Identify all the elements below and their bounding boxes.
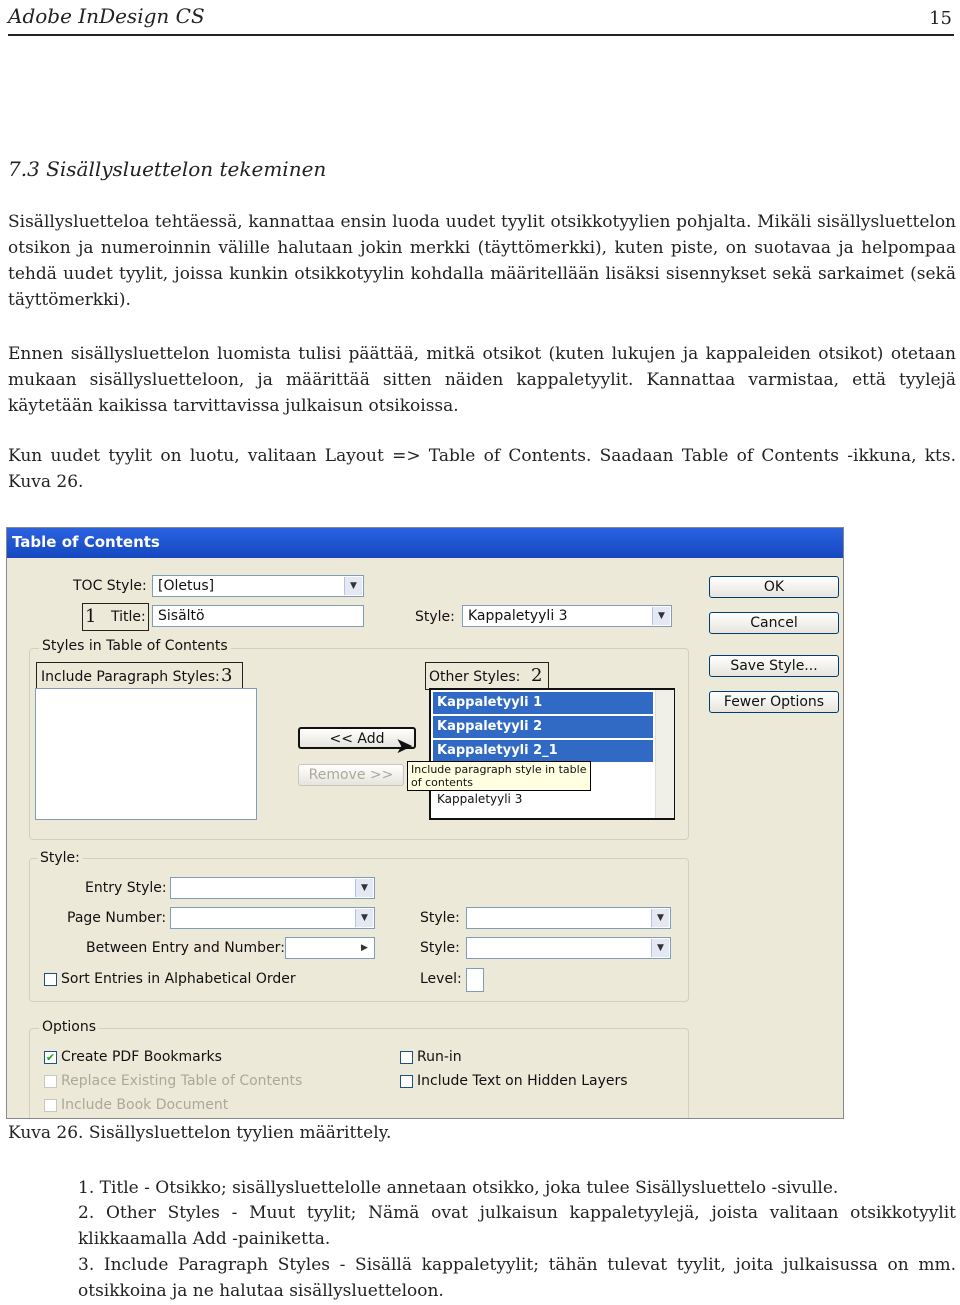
toc-style-label: TOC Style: bbox=[73, 578, 147, 594]
annotation-number-2: 2 bbox=[531, 665, 543, 686]
include-book-label: Include Book Document bbox=[61, 1097, 229, 1113]
level-label: Level: bbox=[420, 971, 462, 987]
list-item[interactable]: Kappaletyyli 3 bbox=[437, 792, 523, 806]
include-styles-list[interactable] bbox=[35, 688, 257, 820]
sort-label: Sort Entries in Alphabetical Order bbox=[61, 971, 296, 987]
list-item-2: 2. Other Styles - Muut tyylit; Nämä ovat julkaisun kappaletyylejä, joista valitaan otsikkotyylit klikkaamalla Add -painiketta. bbox=[78, 1203, 956, 1249]
chevron-down-icon: ▼ bbox=[651, 909, 669, 927]
between-style-dropdown[interactable] bbox=[466, 937, 671, 959]
ok-button[interactable]: OK bbox=[709, 576, 839, 598]
style-label: Style: bbox=[415, 609, 455, 625]
between-entry-label: Between Entry and Number: bbox=[86, 940, 285, 956]
run-in-label: Run-in bbox=[417, 1049, 462, 1065]
style-group-label: Style: bbox=[37, 850, 83, 866]
between-style-label: Style: bbox=[420, 940, 460, 956]
toc-style-value: [Oletus] bbox=[158, 578, 215, 594]
include-book-checkbox[interactable] bbox=[44, 1099, 57, 1112]
tooltip: Include paragraph style in table of contents bbox=[407, 761, 591, 791]
dialog-titlebar bbox=[7, 528, 843, 558]
paragraph-3: Kun uudet tyylit on luotu, valitaan Layout => Table of Contents. Saadaan Table of Contents -ikkuna, kts. Kuva 26. bbox=[8, 446, 956, 492]
title-style-dropdown[interactable] bbox=[462, 605, 672, 627]
chevron-right-icon: ▶ bbox=[356, 939, 373, 957]
replace-existing-checkbox[interactable] bbox=[44, 1075, 57, 1088]
cancel-button[interactable]: Cancel bbox=[709, 612, 839, 634]
list-item-1: 1. Title - Otsikko; sisällysluettelolle annetaan otsikko, joka tulee Sisällysluettelo -sivulle. bbox=[78, 1178, 839, 1198]
page-header bbox=[8, 0, 954, 36]
add-button[interactable]: << Add bbox=[298, 727, 416, 749]
styles-group-label: Styles in Table of Contents bbox=[39, 638, 231, 654]
title-field[interactable] bbox=[152, 605, 364, 627]
paragraph-2: Ennen sisällysluettelon luomista tulisi päättää, mitkä otsikot (kuten lukujen ja kappaleiden otsikot) otetaan mukaan sisällysluetteloon, ja määrittää sitten näiden kappaletyylit. Kannattaa varmistaa, että tyylejä käytetään kaikissa tarvittavissa julkaisun otsikoissa. bbox=[8, 344, 956, 416]
other-styles-list[interactable] bbox=[429, 688, 675, 820]
dialog-title: Table of Contents bbox=[12, 533, 160, 551]
toc-style-dropdown[interactable] bbox=[152, 575, 364, 597]
fewer-options-button[interactable]: Fewer Options bbox=[709, 691, 839, 713]
page-number-style-dropdown[interactable] bbox=[466, 907, 671, 929]
header-title: Adobe InDesign CS bbox=[8, 4, 205, 28]
entry-style-label: Entry Style: bbox=[85, 880, 167, 896]
toc-dialog-screenshot bbox=[6, 527, 844, 1119]
entry-style-dropdown[interactable] bbox=[170, 877, 375, 899]
list-item-3: 3. Include Paragraph Styles - Sisällä kappaletyylit; tähän tulevat tyylit, joita julkaisussa on mm. otsikkoina ja ne halutaa sisällysluetteloon. bbox=[78, 1255, 956, 1301]
chevron-down-icon: ▼ bbox=[652, 607, 670, 625]
create-pdf-label: Create PDF Bookmarks bbox=[61, 1049, 222, 1065]
between-entry-field[interactable] bbox=[285, 937, 375, 959]
chevron-down-icon: ▼ bbox=[651, 939, 669, 957]
chevron-down-icon: ▼ bbox=[355, 909, 373, 927]
options-group-label: Options bbox=[39, 1019, 99, 1035]
page-number: 15 bbox=[929, 8, 952, 29]
chevron-down-icon: ▼ bbox=[355, 879, 373, 897]
list-item[interactable]: Kappaletyyli 2 bbox=[433, 716, 653, 738]
page-number-label: Page Number: bbox=[67, 910, 167, 926]
annotation-number-1: 1 bbox=[85, 606, 97, 627]
include-hidden-label: Include Text on Hidden Layers bbox=[417, 1073, 628, 1089]
title-label: Title: bbox=[111, 609, 146, 625]
section-title: 7.3 Sisällysluettelon tekeminen bbox=[8, 157, 327, 181]
include-label: Include Paragraph Styles: bbox=[41, 669, 220, 685]
list-item[interactable]: Kappaletyyli 2_1 bbox=[433, 740, 653, 762]
level-stepper[interactable] bbox=[466, 968, 484, 992]
sort-checkbox[interactable] bbox=[44, 973, 57, 986]
figure-caption: Kuva 26. Sisällysluettelon tyylien määrittely. bbox=[8, 1123, 392, 1143]
cursor-arrow-icon: ➤ bbox=[395, 734, 414, 759]
page-number-style-label: Style: bbox=[420, 910, 460, 926]
annotation-number-3: 3 bbox=[221, 665, 233, 686]
title-value: Sisältö bbox=[158, 608, 205, 624]
other-styles-label: Other Styles: bbox=[429, 669, 521, 685]
list-scrollbar[interactable] bbox=[655, 690, 674, 818]
replace-existing-label: Replace Existing Table of Contents bbox=[61, 1073, 303, 1089]
create-pdf-checkbox[interactable]: ✔ bbox=[45, 1051, 56, 1064]
save-style-button[interactable]: Save Style... bbox=[709, 655, 839, 677]
include-hidden-checkbox[interactable] bbox=[400, 1075, 413, 1088]
chevron-down-icon: ▼ bbox=[344, 577, 362, 595]
run-in-checkbox[interactable] bbox=[400, 1051, 413, 1064]
remove-button[interactable]: Remove >> bbox=[298, 764, 404, 786]
list-item[interactable]: Kappaletyyli 1 bbox=[433, 692, 653, 714]
paragraph-1: Sisällysluetteloa tehtäessä, kannattaa ensin luoda uudet tyylit otsikkotyylien pohjalta. Mikäli sisällysluettelon otsikon ja numeroinnin välille halutaan jokin merkki (täyttömerkki), kuten piste, on suotavaa ja helpompaa tehdä uudet tyylit, joissa kunkin otsikkotyylin kohdalla määritellään lisäksi sisennykset sekä sarkaimet (sekä täyttömerkki). bbox=[8, 212, 956, 310]
title-style-value: Kappaletyyli 3 bbox=[468, 608, 568, 624]
page-number-dropdown[interactable] bbox=[170, 907, 375, 929]
